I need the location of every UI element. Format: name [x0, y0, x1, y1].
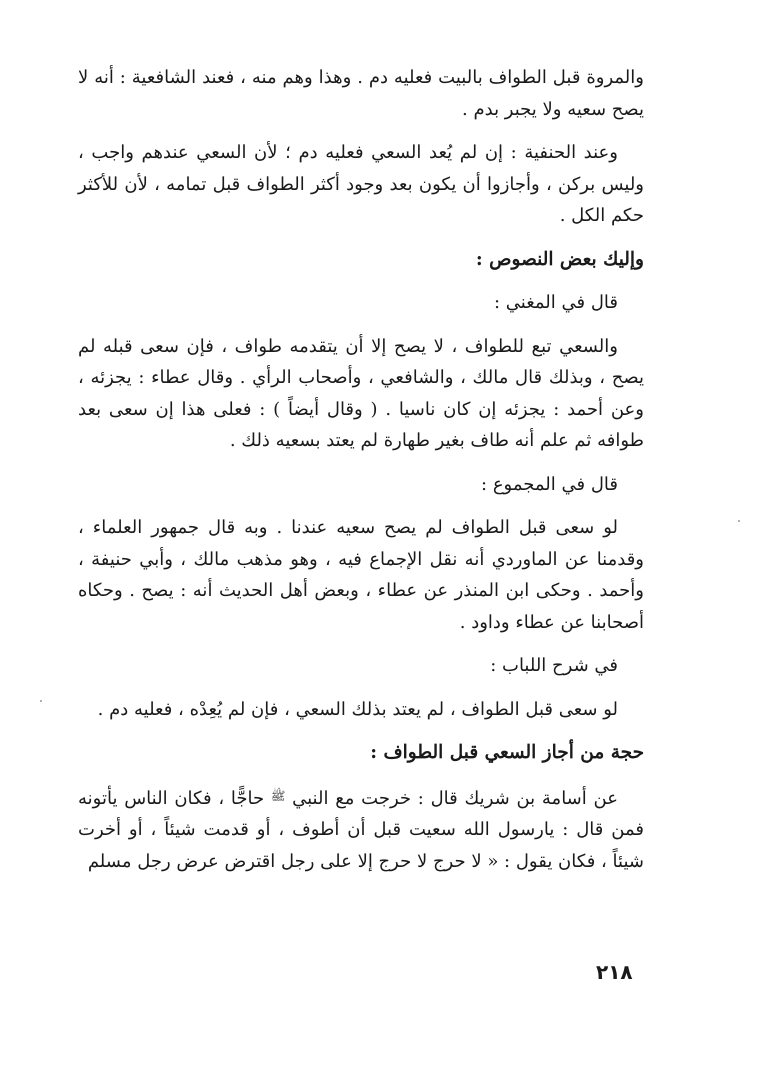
page-body: [78, 62, 644, 889]
section-heading-argument: حجة من أجاز السعي قبل الطواف :: [370, 742, 644, 763]
paragraph-continuation: والمروة قبل الطواف بالبيت فعليه دم . وهذا وهم منه ، فعند الشافعية : أنه لا يصح سعيه ولا يجبر بدم .: [78, 67, 644, 120]
hadith-text-rest: حاجًّا ، فكان الناس يأتونه فمن قال : يارسول الله سعيت قبل أن أطوف ، أو قدمت شيئاً ، أو أخرت شيئاً ، فكان يقول : « لا حرج لا حرج إلا على رجل اقترض عرض رجل مسلم: [78, 787, 644, 872]
section-heading-texts: وإليك بعض النصوص :: [475, 248, 644, 270]
source-label-lubab: في شرح اللباب :: [490, 655, 618, 676]
paragraph-mughni-quote: والسعي تبع للطواف ، لا يصح إلا أن يتقدمه طواف ، فإن سعى قبله لم يصح ، وبذلك قال مالك ، والشافعي ، وأصحاب الرأي . وقال عطاء : يجزئه ، وعن أحمد : يجزئه إن كان ناسيا . ( وقال أيضاً ) : فعلى هذا إن سعى بعد طوافه ثم علم أنه طاف بغير طهارة لم يعتد بسعيه ذلك .: [78, 335, 644, 451]
source-label-mughni: قال في المغني :: [493, 292, 618, 313]
paragraph-lubab-quote: لو سعى قبل الطواف ، لم يعتد بذلك السعي ، فإن لم يُعِدْه ، فعليه دم .: [97, 698, 618, 720]
source-label-majmu: قال في المجموع :: [481, 473, 618, 495]
scan-speck: [738, 520, 740, 522]
hadith-text-start: عن أسامة بن شريك قال : خرجت مع النبي: [292, 787, 618, 809]
pbuh-ligature: ﷺ: [270, 788, 286, 803]
page-number: ٢١٨: [596, 960, 633, 984]
scan-speck: [40, 700, 42, 702]
paragraph-hanafi-view: وعند الحنفية : إن لم يُعد السعي فعليه دم ؛ لأن السعي عندهم واجب ، وليس بركن ، وأجازوا أن يكون بعد وجود أكثر الطواف قبل تمامه ، لأن للأكثر حكم الكل .: [78, 142, 644, 226]
paragraph-hadith: [78, 781, 644, 878]
paragraph-majmu-quote: لو سعى قبل الطواف لم يصح سعيه عندنا . وبه قال جمهور العلماء ، وقدمنا عن الماوردي أنه نقل الإجماع فيه ، وهو مذهب مالك ، وأبي حنيفة ، وأحمد . وحكى ابن المنذر عن عطاء ، وبعض أهل الحديث أنه : يصح . وحكاه أصحابنا عن عطاء وداود .: [78, 517, 644, 633]
